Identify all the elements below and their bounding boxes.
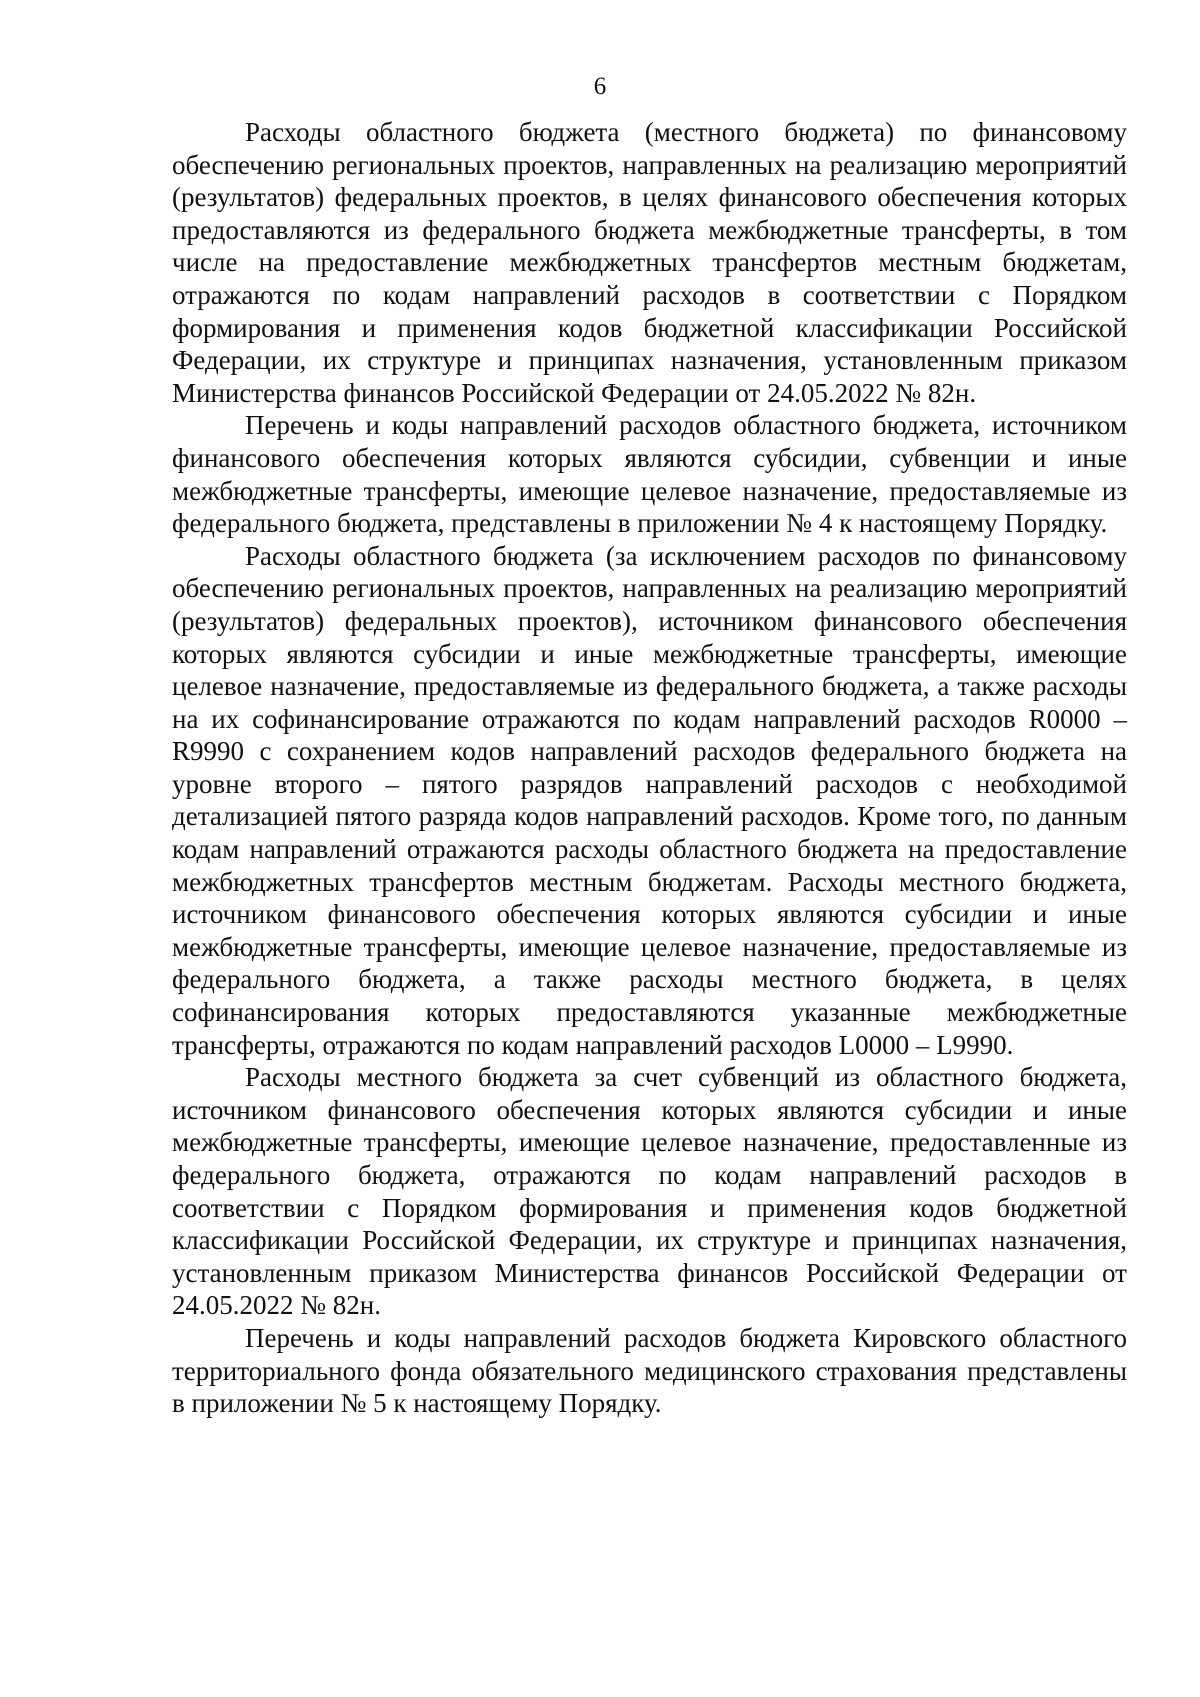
paragraph-4: Расходы местного бюджета за счет субвенций из областного бюджета, источником финансового обеспечения которых являются субсидии и иные межбюджетные трансферты, имеющие целевое назначение, предоставленные из федерального бюджета, отражаются по кодам направлений расходов в соответствии с Порядком формирования и применения кодов бюджетной классификации Российской Федерации, их структуре и принципах назначения, установленным приказом Министерства финансов Российской Федерации от 24.05.2022 № 82н. — [172, 1062, 1127, 1321]
paragraph-1: Расходы областного бюджета (местного бюджета) по финансовому обеспечению региональных проектов, направленных на реализацию мероприятий (результатов) федеральных проектов, в целях финансового обеспечения которых предоставляются из федерального бюджета межбюджетные трансферты, в том числе на предоставление межбюджетных трансфертов местным бюджетам, отражаются по кодам направлений расходов в соответствии с Порядком формирования и применения кодов бюджетной классификации Российской Федерации, их структуре и принципах назначения, установленным приказом Министерства финансов Российской Федерации от 24.05.2022 № 82н. — [172, 117, 1127, 408]
paragraph-3: Расходы областного бюджета (за исключением расходов по финансовому обеспечению региональных проектов, направленных на реализацию мероприятий (результатов) федеральных проектов), источником финансового обеспечения которых являются субсидии и иные межбюджетные трансферты, имеющие целевое назначение, предоставляемые из федерального бюджета, а также расходы на их софинансирование отражаются по кодам направлений расходов R0000 – R9990 с сохранением кодов направлений расходов федерального бюджета на уровне второго – пятого разрядов направлений расходов с необходимой детализацией пятого разряда кодов направлений расходов. Кроме того, по данным кодам направлений отражаются расходы областного бюджета на предоставление межбюджетных трансфертов местным бюджетам. Расходы местного бюджета, источником финансового обеспечения которых являются субсидии и иные межбюджетные трансферты, имеющие целевое назначение, предоставляемые из федерального бюджета, а также расходы местного бюджета, в целях софинансирования которых предоставляются указанные межбюджетные трансферты, отражаются по кодам направлений расходов L0000 – L9990. — [172, 540, 1127, 1060]
paragraph-5: Перечень и коды направлений расходов бюджета Кировского областного территориального фонда обязательного медицинского страхования представлены в приложении № 5 к настоящему Порядку. — [172, 1322, 1127, 1419]
page-number: 6 — [593, 73, 607, 100]
paragraph-2: Перечень и коды направлений расходов областного бюджета, источником финансового обеспечения которых являются субсидии, субвенции и иные межбюджетные трансферты, имеющие целевое назначение, предоставляемые из федерального бюджета, представлены в приложении № 4 к настоящему Порядку. — [172, 410, 1127, 539]
document-body — [172, 116, 1127, 1420]
